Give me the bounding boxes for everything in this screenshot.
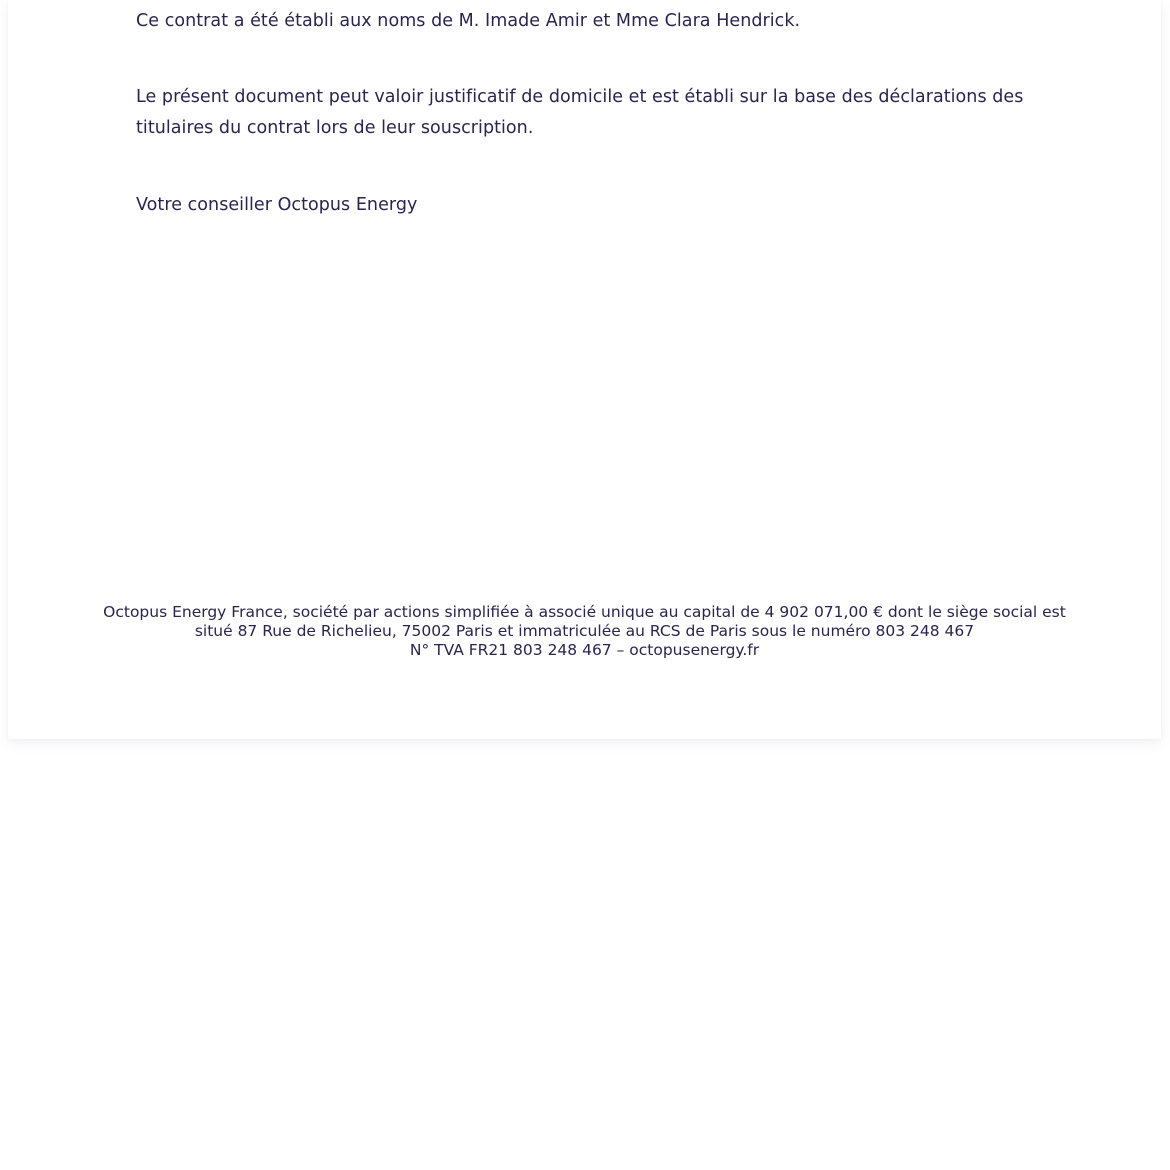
legal-footer — [8, 603, 1161, 660]
document-page — [8, 0, 1161, 739]
signature-line: Votre conseiller Octopus Energy — [136, 195, 418, 215]
proof-of-residence-paragraph: Le présent document peut valoir justificatif de domicile et est établi sur la base des déclarations des titulaires du contrat lors de leur souscription. — [136, 87, 1024, 138]
footer-line-vat: N° TVA FR21 803 248 467 – octopusenergy.fr — [409, 641, 760, 659]
contract-holders-paragraph: Ce contrat a été établi aux noms de M. Imade Amir et Mme Clara Hendrick. — [136, 11, 801, 31]
footer-line-address: situé 87 Rue de Richelieu, 75002 Paris et immatriculée au RCS de Paris sous le numéro 803 248 467 — [194, 622, 975, 640]
footer-line-company: Octopus Energy France, société par actions simplifiée à associé unique au capital de 4 902 071,00 € dont le siège social est — [103, 603, 1066, 621]
